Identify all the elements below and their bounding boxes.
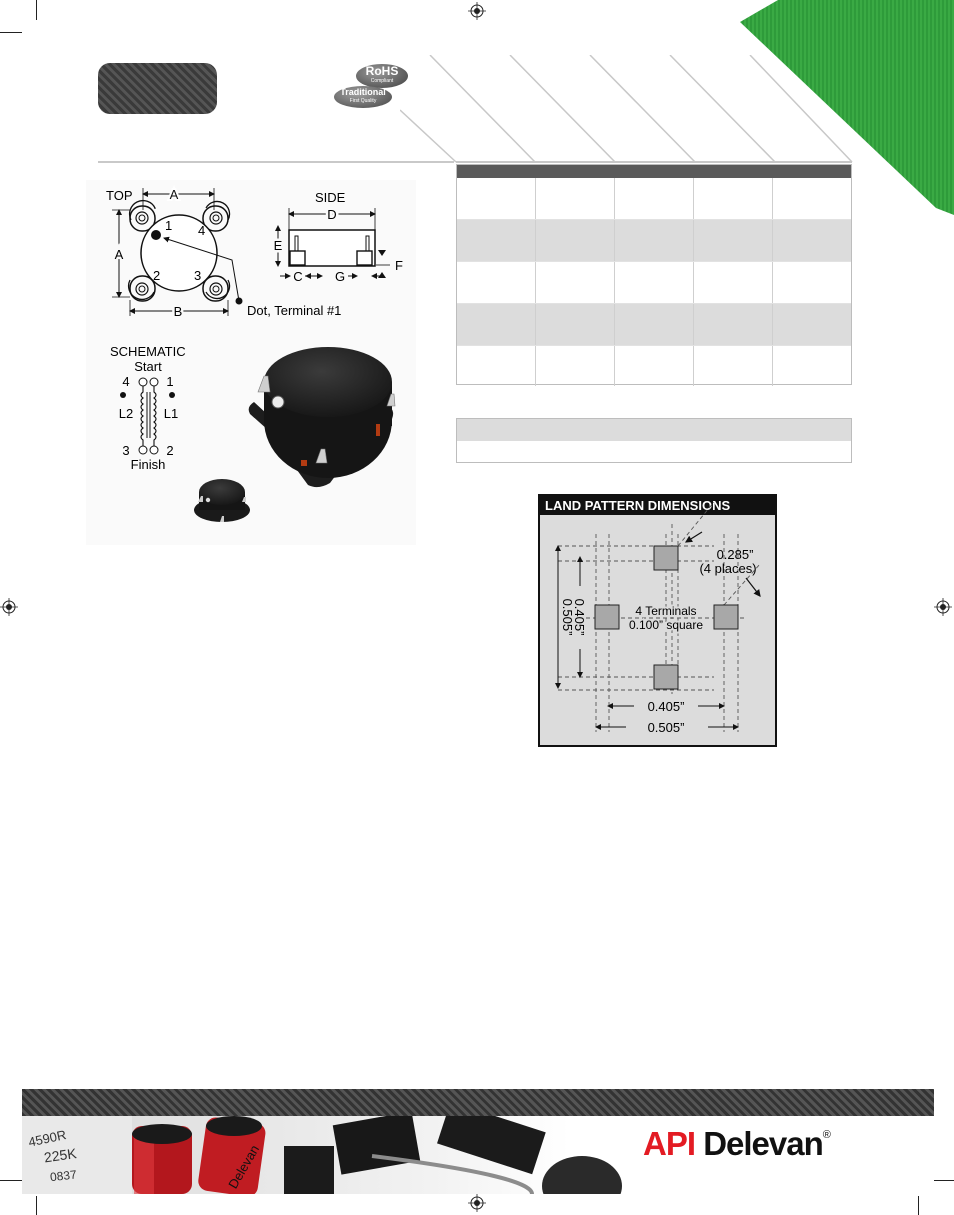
product-photo-small	[194, 479, 250, 522]
schematic-l2: L2	[118, 406, 134, 421]
side-view-label: SIDE	[315, 190, 346, 205]
land-inner-h-label: 0.405”	[647, 699, 685, 714]
footer-band	[22, 1089, 934, 1116]
series-title-pill	[98, 63, 217, 114]
dot-terminal-label: Dot, Terminal #1	[247, 303, 342, 318]
notes-box-header	[457, 419, 851, 441]
land-inner-v-label: 0.405”	[572, 598, 587, 636]
land-pattern-title: LAND PATTERN DIMENSIONS	[540, 496, 775, 515]
api-delevan-logo	[643, 1125, 830, 1163]
schematic-pin-3: 3	[122, 443, 130, 458]
crop-mark	[36, 0, 37, 20]
spec-table-header	[457, 165, 851, 178]
dim-a-top-label: A	[169, 187, 179, 202]
table-row	[457, 178, 851, 220]
spec-table	[456, 164, 852, 385]
logo-registered-mark: ®	[822, 1129, 830, 1141]
land-outer-v-label: 0.505”	[560, 598, 575, 636]
top-pin-2: 2	[153, 268, 161, 283]
schematic-title: SCHEMATIC	[110, 344, 186, 359]
terminal-dot-icon	[151, 230, 161, 240]
registration-mark-icon	[0, 598, 18, 616]
crop-mark	[934, 1180, 954, 1181]
land-places-label: (4 places)	[699, 561, 757, 576]
land-terminals-label: 4 Terminals	[635, 604, 697, 618]
schematic-finish: Finish	[130, 457, 166, 472]
dim-a-side-label: A	[114, 247, 124, 262]
table-row	[457, 220, 851, 262]
schematic-pin-4: 4	[122, 374, 130, 389]
logo-api: API	[643, 1125, 696, 1162]
top-view-label: TOP	[106, 188, 133, 203]
footer-label-1: 4590R	[26, 1127, 68, 1150]
land-pad-top	[654, 546, 678, 570]
top-pin-4: 4	[198, 223, 206, 238]
land-outer-h-label: 0.505”	[647, 720, 685, 735]
traditional-badge-label: Traditional	[340, 87, 386, 97]
registration-mark-icon	[468, 2, 486, 20]
footer-label-2: 225K	[42, 1145, 78, 1166]
land-diag-label: 0.285”	[716, 547, 754, 562]
schematic-l1: L1	[163, 406, 179, 421]
logo-delevan: Delevan	[703, 1125, 823, 1162]
mechanical-diagram	[86, 180, 416, 545]
dim-c-label: C	[293, 269, 303, 284]
land-square-label: 0.100” square	[628, 618, 704, 632]
land-pad-bottom	[654, 665, 678, 689]
land-pad-right	[714, 605, 738, 629]
top-pin-1: 1	[165, 218, 173, 233]
footer-label-3: 0837	[49, 1167, 78, 1185]
table-row	[457, 346, 851, 386]
table-row	[457, 262, 851, 304]
dim-b-label: B	[173, 304, 183, 319]
crop-mark	[918, 1196, 919, 1215]
dim-g-label: G	[334, 269, 346, 284]
dim-d-label: D	[327, 207, 337, 222]
table-row	[457, 304, 851, 346]
schematic-pin-2: 2	[166, 443, 174, 458]
dim-f-label: F	[395, 258, 403, 273]
top-pin-3: 3	[194, 268, 202, 283]
schematic-start: Start	[134, 359, 162, 374]
registration-mark-icon	[934, 598, 952, 616]
crop-mark	[0, 1180, 22, 1181]
rohs-badge-sub: Compliant	[370, 78, 394, 84]
product-photo-large	[249, 347, 395, 487]
crop-mark	[36, 1196, 37, 1215]
land-pad-left	[595, 605, 619, 629]
traditional-badge	[334, 86, 392, 108]
land-pattern-drawing	[538, 494, 777, 747]
dim-e-label: E	[273, 238, 283, 253]
schematic-pin-1: 1	[166, 374, 174, 389]
registration-mark-icon	[468, 1194, 486, 1212]
rohs-badge-label: RoHS	[365, 64, 399, 78]
notes-box	[456, 418, 852, 463]
traditional-badge-sub: First Quality	[349, 98, 377, 104]
footer-label-4: Delevan	[225, 1142, 263, 1192]
crop-mark	[0, 32, 22, 33]
